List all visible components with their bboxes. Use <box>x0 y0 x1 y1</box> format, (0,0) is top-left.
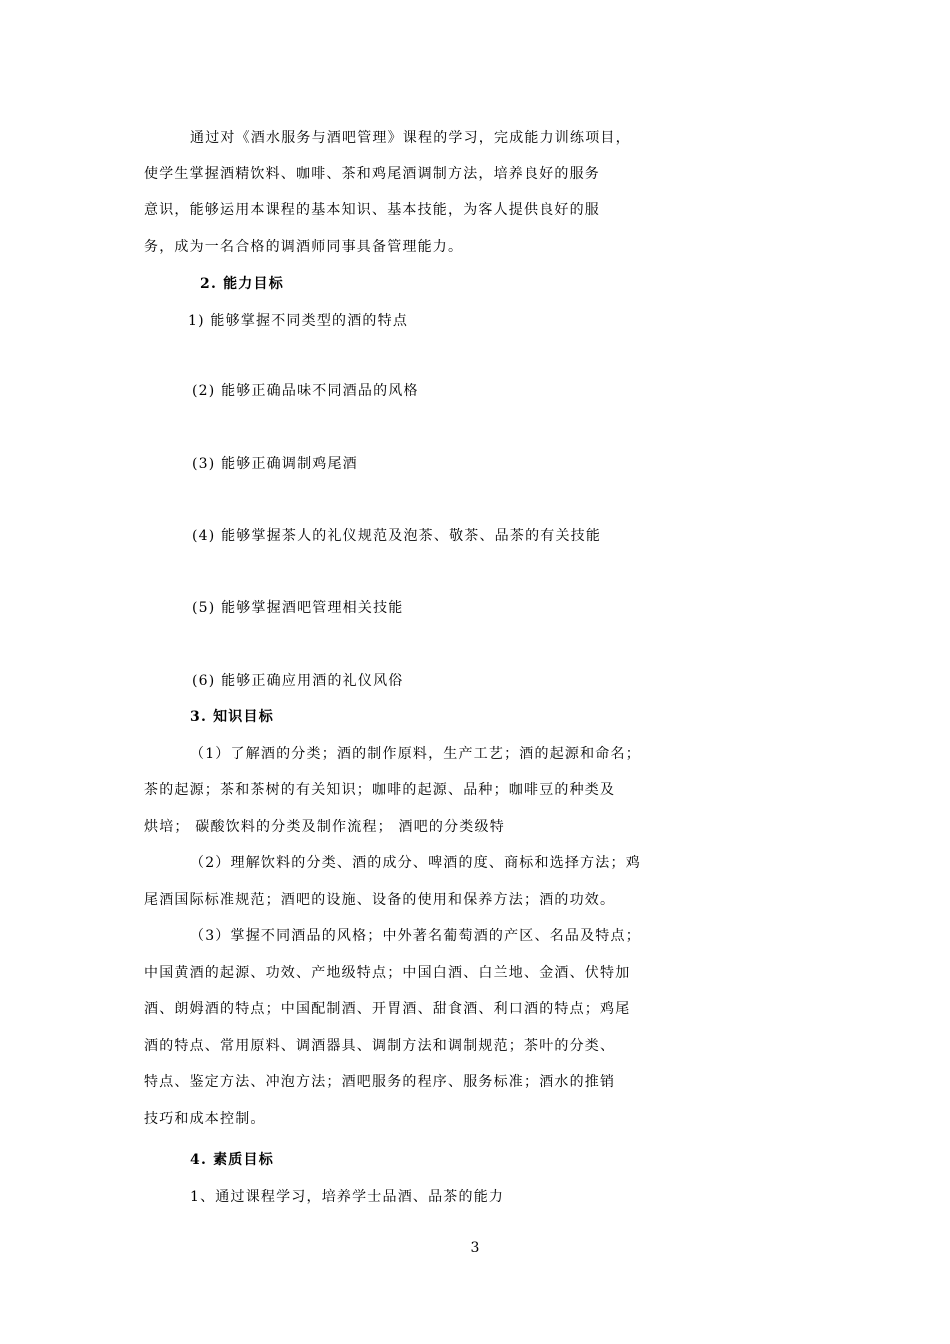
ability-item-4: (4) 能够掌握茶人的礼仪规范及泡茶、敬茶、品茶的有关技能 <box>192 528 602 544</box>
section-heading-ability: 2. 能力目标 <box>200 276 284 292</box>
intro-line-2: 使学生掌握酒精饮料、咖啡、茶和鸡尾酒调制方法，培养良好的服务 <box>144 166 600 182</box>
page-number: 3 <box>470 1240 480 1256</box>
knowledge-p1-line-1: （1）了解酒的分类；酒的制作原料，生产工艺；酒的起源和命名； <box>190 746 641 762</box>
knowledge-p3-line-3: 酒、朗姆酒的特点；中国配制酒、开胃酒、甜食酒、利口酒的特点；鸡尾 <box>144 1001 631 1017</box>
ability-item-5: (5) 能够掌握酒吧管理相关技能 <box>192 600 404 616</box>
knowledge-p3-line-4: 酒的特点、常用原料、调酒器具、调制方法和调制规范；茶叶的分类、 <box>144 1038 616 1054</box>
knowledge-p3-line-2: 中国黄酒的起源、功效、产地级特点；中国白酒、白兰地、金酒、伏特加 <box>144 965 631 981</box>
intro-line-1: 通过对《酒水服务与酒吧管理》课程的学习，完成能力训练项目， <box>190 130 631 146</box>
section-heading-quality: 4. 素质目标 <box>190 1152 274 1168</box>
intro-line-3: 意识，能够运用本课程的基本知识、基本技能，为客人提供良好的服 <box>144 202 600 218</box>
knowledge-p1-line-2: 茶的起源；茶和茶树的有关知识；咖啡的起源、品种；咖啡豆的种类及 <box>144 782 616 798</box>
knowledge-p1-line-3: 烘培； 碳酸饮料的分类及制作流程； 酒吧的分类级特 <box>144 819 505 835</box>
ability-item-2: (2) 能够正确品味不同酒品的风格 <box>192 383 419 399</box>
section-heading-knowledge: 3. 知识目标 <box>190 709 274 725</box>
ability-item-1: 1) 能够掌握不同类型的酒的特点 <box>188 313 409 329</box>
intro-line-4: 务，成为一名合格的调酒师同事具备管理能力。 <box>144 239 464 255</box>
ability-item-3: (3) 能够正确调制鸡尾酒 <box>192 456 358 472</box>
quality-item-1: 1、通过课程学习，培养学士品酒、品茶的能力 <box>190 1189 505 1205</box>
knowledge-p3-line-5: 特点、鉴定方法、冲泡方法；酒吧服务的程序、服务标准；酒水的推销 <box>144 1074 616 1090</box>
knowledge-p3-line-1: （3）掌握不同酒品的风格；中外著名葡萄酒的产区、名品及特点； <box>190 928 641 944</box>
knowledge-p3-line-6: 技巧和成本控制。 <box>144 1111 266 1127</box>
knowledge-p2-line-2: 尾酒国际标准规范；酒吧的设施、设备的使用和保养方法；酒的功效。 <box>144 892 616 908</box>
ability-item-6: (6) 能够正确应用酒的礼仪风俗 <box>192 673 404 689</box>
knowledge-p2-line-1: （2）理解饮料的分类、酒的成分、啤酒的度、商标和选择方法；鸡 <box>190 855 641 871</box>
